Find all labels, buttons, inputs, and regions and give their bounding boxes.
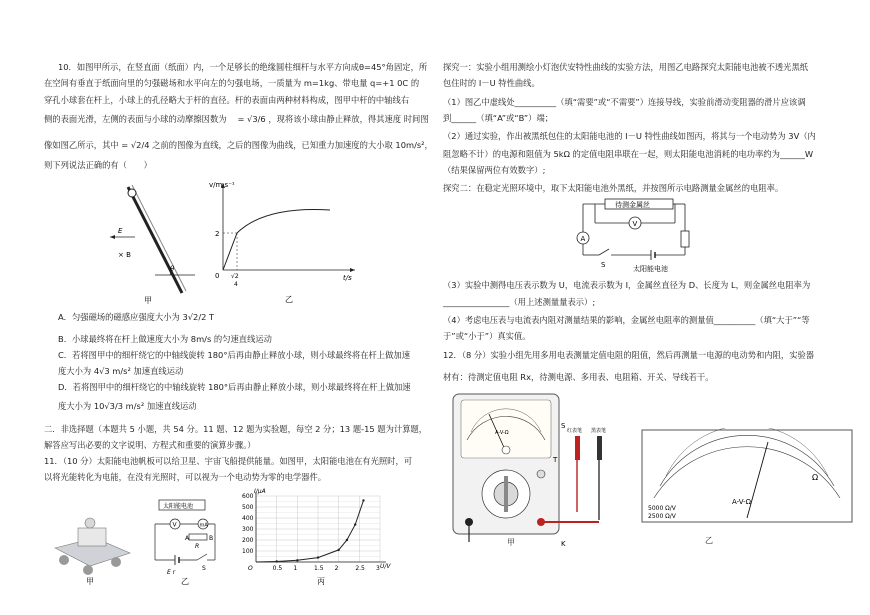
- q10-figure-jia: [100, 175, 200, 305]
- wire-label: 待测金属丝: [615, 201, 650, 209]
- iu-ytick-label: 600: [242, 493, 254, 500]
- explore2-line-2: ________________（用上述测量量表示）;: [443, 297, 596, 307]
- explore1-line-6: 阻忽略不计）的电源和阻值为 5kΩ 的定值电阻串联在一起，则太阳能电池消耗的电功率约为______W: [443, 149, 814, 159]
- iu-xtick-label: 2.5: [355, 565, 365, 572]
- switch-S: S: [202, 565, 206, 572]
- ammeter-mA: mA: [199, 522, 208, 529]
- q11-figure-jia-solar-vehicle: [50, 498, 135, 588]
- q10-option-d-cont: 度大小为 10√3/3 m/s² 加速直线运动: [58, 401, 197, 411]
- dial-omega-mark: Ω: [812, 473, 819, 482]
- section2-line-1: 二．非选择题（本题共 5 小题，共 54 分。11 题、12 题为实验题，每空 2 分；13 题-15 题为计算题，: [44, 424, 428, 434]
- q12-line-2: 材有：待测定值电阻 Rx，待测电源、多用表、电阻箱、开关、导线若干。: [443, 372, 714, 382]
- multimeter-yi-caption: 乙: [705, 536, 713, 545]
- vt-ytick-2: 2: [215, 230, 220, 238]
- iu-data-point: [317, 556, 319, 558]
- explore2-heading: 探究二：在稳定光照环境中，取下太阳能电池外黑纸，并按图所示电路测量金属丝的电阻率。: [443, 183, 784, 193]
- dial-range-2: 2500 Ω/V: [648, 513, 676, 520]
- vt-xtick-top: √2: [231, 273, 239, 280]
- iu-data-point: [296, 559, 298, 561]
- vt-origin: 0: [215, 272, 220, 280]
- iu-xtick-label: 0.5: [272, 565, 283, 572]
- q11-figure-yi-circuit: [145, 496, 225, 586]
- q10-line-3: 穿孔小球套在杆上，小球上的孔径略大于杆的直径。杆的表面由两种材料构成，图甲中杆的中轴线右: [44, 95, 410, 105]
- dial-range-1: 5000 Ω/V: [648, 505, 676, 512]
- iu-xtick-label: 1: [293, 565, 298, 572]
- q10-option-d: D．若将图甲中的细杆绕它的中轴线旋转 180°后再由静止释放小球，则小球最终将在杆上做加速: [58, 382, 411, 392]
- iu-xtick-label: 3: [376, 565, 380, 572]
- explore1-line-2: 包住时的 I－U 特性曲线。: [443, 78, 540, 88]
- q10-line-6: 则下列说法正确的有（ ）: [44, 160, 152, 170]
- node-A: A: [185, 535, 190, 542]
- iu-xlabel: U/V: [380, 563, 391, 570]
- dial-center-label: A-V-Ω: [732, 498, 752, 506]
- explore1-line-7: （结果保留两位有效数字）;: [443, 165, 546, 175]
- fig11-bing-caption: 丙: [317, 577, 325, 586]
- wire-voltmeter: V: [632, 220, 638, 228]
- red-probe-label: 红表笔: [567, 428, 583, 434]
- explore1-line-1: 探究一：实验小组用测绘小灯泡伏安特性曲线的实验方法，用图乙电路探究太阳能电池被不透光黑纸: [443, 62, 809, 72]
- field-E-label: E: [118, 227, 123, 235]
- fig11-jia-caption: 甲: [86, 577, 94, 586]
- iu-data-point: [275, 560, 277, 562]
- vt-ylabel: v/m·s⁻¹: [209, 181, 235, 189]
- q10-figure-yi-vt-graph: [205, 178, 365, 308]
- q10-line-1: 10．如图甲所示，在竖直面（纸面）内，一个足够长的绝缘圆柱细杆与水平方向成θ=45°角固定，所: [58, 62, 428, 72]
- fig-yi-caption: 乙: [285, 295, 293, 304]
- iu-data-point: [337, 549, 339, 551]
- right-column: [435, 0, 870, 615]
- fig11-yi-caption: 乙: [181, 577, 189, 586]
- wire-switch-S: S: [601, 261, 606, 269]
- fig-jia-caption: 甲: [144, 296, 152, 305]
- iu-ytick-label: 300: [242, 526, 254, 533]
- iu-origin: O: [248, 565, 253, 572]
- explore1-line-5: （2）通过实验，作出被黑纸包住的太阳能电池的 I－U 特性曲线如图丙，将其与一个电动势为 3V（内: [443, 131, 816, 141]
- q10-option-a: A．匀强磁场的磁感应强度大小为 3√2/2 T: [58, 312, 215, 322]
- black-probe-label: 黑表笔: [591, 428, 607, 434]
- vt-xlabel: t/s: [343, 274, 352, 282]
- q10-line-2: 在空间有垂直于纸面向里的匀强磁场和水平向左的匀强电场，一质量为 m=1kg、带电量 q=+1 0C 的: [44, 78, 420, 88]
- q11-line-1: 11．（10 分）太阳能电池帆板可以给卫星、宇宙飞船提供能量。如图甲，太阳能电池在有光照时，可: [44, 456, 413, 466]
- multimeter-figure-jia: [449, 392, 624, 552]
- iu-data-point: [362, 499, 364, 501]
- label-K: K: [561, 540, 566, 548]
- iu-series-line: [256, 500, 364, 562]
- theta-label: θ: [170, 265, 175, 273]
- wire-ammeter: A: [580, 235, 586, 243]
- q11-figure-bing-iu-chart: [232, 486, 397, 588]
- vt-xtick-bot: 4: [234, 281, 238, 288]
- q10-option-b: B．小球最终将在杆上做速度大小为 8m/s 的匀速直线运动: [58, 334, 272, 344]
- field-B-label: × B: [118, 251, 131, 259]
- meter-dial-label: A-V-Ω: [495, 430, 509, 436]
- iu-xtick-label: 1.5: [314, 565, 324, 572]
- q10-option-c-cont: 度大小为 4√3 m/s² 加速直线运动: [58, 366, 184, 376]
- label-S: S: [561, 422, 566, 430]
- iu-ytick-label: 100: [242, 548, 254, 555]
- explore2-line-4: 于”或“小于”）真实值。: [443, 331, 531, 341]
- resistor-R: R: [195, 543, 200, 550]
- iu-ytick-label: 400: [242, 515, 254, 522]
- voltmeter-V: V: [172, 521, 177, 529]
- battery-Er: E r: [167, 569, 176, 576]
- solar-panel-label: 太阳能电池: [163, 503, 194, 510]
- section2-line-2: 解答应写出必要的文字说明、方程式和重要的演算步骤。）: [44, 440, 256, 450]
- metal-wire-circuit-figure: [575, 195, 695, 275]
- iu-ylabel: I/μA: [254, 488, 266, 495]
- iu-ytick-label: 200: [242, 537, 254, 544]
- q10-line-4: 侧的表面光滑，左侧的表面与小球的动摩擦因数为 = √3/6 ，现将该小球由静止释放，得其速度 时间图: [44, 114, 429, 124]
- q10-line-5: 像如图乙所示，其中 = √2/4 之前的图像为直线，之后的图像为曲线，已知重力加速度的大小取 10m/s²，: [44, 140, 433, 150]
- label-T: T: [553, 456, 558, 464]
- q12-line-1: 12．（8 分）实验小组先用多用电表测量定值电阻的阻值，然后再测量一电源的电动势和内阻，实验器: [443, 350, 815, 360]
- q11-line-2: 以将光能转化为电能，在没有光照时，可以视为一个电动势为零的电学器件。: [44, 472, 327, 482]
- iu-data-point: [354, 523, 356, 525]
- multimeter-dial-figure-yi: [640, 428, 855, 528]
- iu-xtick-label: 2: [334, 565, 339, 572]
- explore2-line-3: （4）考虑电压表与电流表内阻对测量结果的影响，金属丝电阻率的测量值__________（填“大于”“等: [443, 315, 810, 325]
- iu-data-point: [346, 539, 348, 541]
- iu-ytick-label: 500: [242, 504, 254, 511]
- node-B: B: [209, 535, 214, 542]
- wire-battery-label: 太阳能电池: [633, 265, 668, 273]
- explore1-line-3: （1）图乙中虚线处__________（填“需要”或“不需要”）连接导线，实验前滑动变阻器的滑片应该调: [443, 97, 806, 107]
- q10-option-c: C．若将图甲中的细杆绕它的中轴线旋转 180°后再由静止释放小球，则小球最终将在杆上做加速: [58, 350, 410, 360]
- multimeter-jia-caption: 甲: [507, 538, 515, 547]
- explore2-line-1: （3）实验中测得电压表示数为 U，电流表示数为 I，金属丝直径为 D、长度为 L，则金属丝电阻率为: [443, 280, 811, 290]
- explore1-line-4: 到______（填“A”或“B”）端；: [443, 113, 554, 123]
